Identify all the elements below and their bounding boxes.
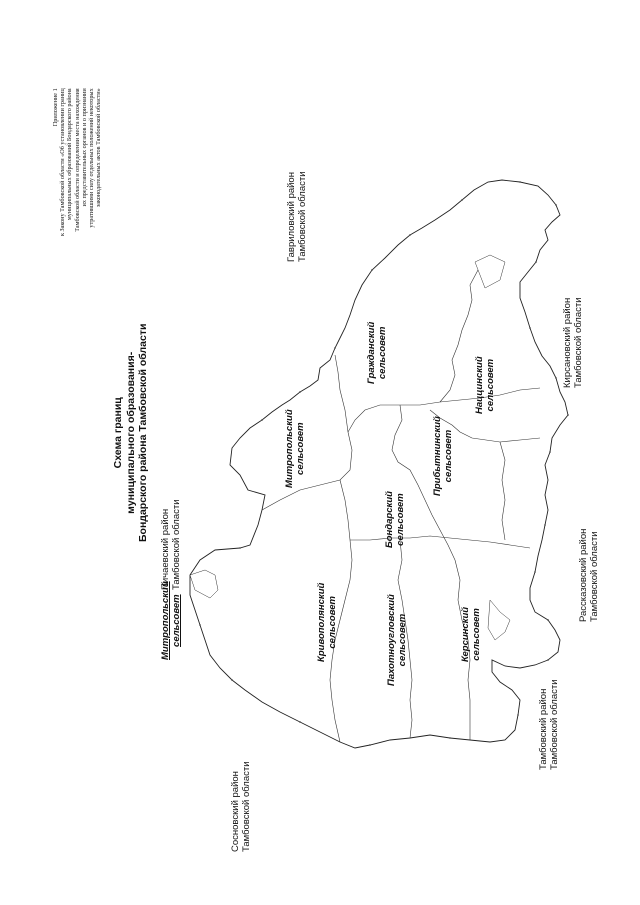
council-name: Гражданский [366, 321, 377, 384]
internal-boundary [500, 442, 505, 540]
council-label [284, 409, 306, 488]
council-label [474, 356, 496, 414]
council-type: сельсовет [397, 613, 408, 667]
boundary-point-markers [199, 181, 569, 746]
neighbor-region: Тамбовской области [171, 499, 182, 590]
neighbor-region: Тамбовской области [241, 761, 252, 852]
neighbor-name: Тамбовский район [538, 688, 549, 770]
appendix-line: Приложение 1 [52, 88, 59, 127]
title-line: Бондарского района Тамбовской области [137, 323, 149, 542]
council-name: Керсинский [460, 606, 471, 662]
appendix-line: Тамбовской области и определении места нахождения [73, 88, 81, 232]
council-type: сельсовет [327, 596, 338, 649]
appendix-line: к Закону Тамбовской области «Об установлении границ [59, 88, 67, 236]
neighbor-region: Тамбовской области [297, 171, 308, 262]
neighbor-label [286, 171, 308, 262]
neighbor-label [538, 679, 560, 770]
council-label [160, 581, 182, 660]
appendix-line: их представительных органов и о признании [80, 88, 88, 207]
appendix-line: утратившими силу отдельных положений некоторых [88, 88, 96, 228]
internal-boundary [440, 270, 478, 402]
boundary-detail [488, 600, 510, 640]
district-outer-boundary [190, 180, 568, 748]
neighbor-region: Тамбовской области [549, 679, 560, 770]
council-label [316, 583, 338, 662]
council-name: Прибытнинский [432, 416, 443, 496]
neighbor-region: Тамбовской области [589, 531, 600, 622]
council-name: Бондарский [384, 491, 395, 548]
map-title [112, 324, 150, 542]
council-type: сельсовет [471, 608, 482, 661]
neighbor-name: Сосновский район [230, 771, 241, 852]
council-label [460, 607, 482, 662]
appendix-note [52, 88, 102, 236]
neighbor-label [578, 529, 600, 622]
council-label [384, 491, 406, 548]
neighbor-label [562, 297, 584, 388]
council-type: сельсовет [377, 326, 388, 380]
internal-boundary [350, 536, 530, 548]
neighbor-name: Гавриловский район [286, 172, 297, 262]
neighbor-name: Кирсановский район [562, 297, 573, 388]
neighbor-label [230, 761, 252, 852]
title-line: муниципального образования- [124, 351, 137, 514]
council-name: Кривополянский [316, 582, 327, 662]
council-type: сельсовет [295, 422, 306, 475]
council-name: Пахотноугловский [386, 594, 397, 686]
council-name: Митропольский [160, 581, 171, 660]
council-label [432, 416, 454, 496]
neighbor-name: Рассказовский район [578, 528, 589, 622]
neighbor-name: Пичаевский район [160, 508, 171, 590]
council-type: сельсовет [171, 594, 182, 647]
council-type: сельсовет [443, 429, 454, 483]
council-name: Наццинский [474, 356, 485, 414]
council-label [366, 322, 388, 384]
council-type: сельсовет [395, 493, 406, 546]
title-line: Схема границ [112, 397, 124, 469]
council-type: сельсовет [485, 358, 496, 412]
neighbor-region: Тамбовской области [573, 297, 584, 388]
neighbor-label [160, 499, 182, 590]
council-label [386, 594, 408, 686]
council-name: Митропольский [284, 409, 295, 488]
boundary-detail [190, 570, 218, 598]
appendix-line: законодательных актов Тамбовской области» [95, 88, 103, 208]
appendix-line: муниципальных образований Бондарского района [66, 88, 74, 221]
internal-boundary [335, 355, 348, 432]
boundary-detail [475, 255, 505, 288]
